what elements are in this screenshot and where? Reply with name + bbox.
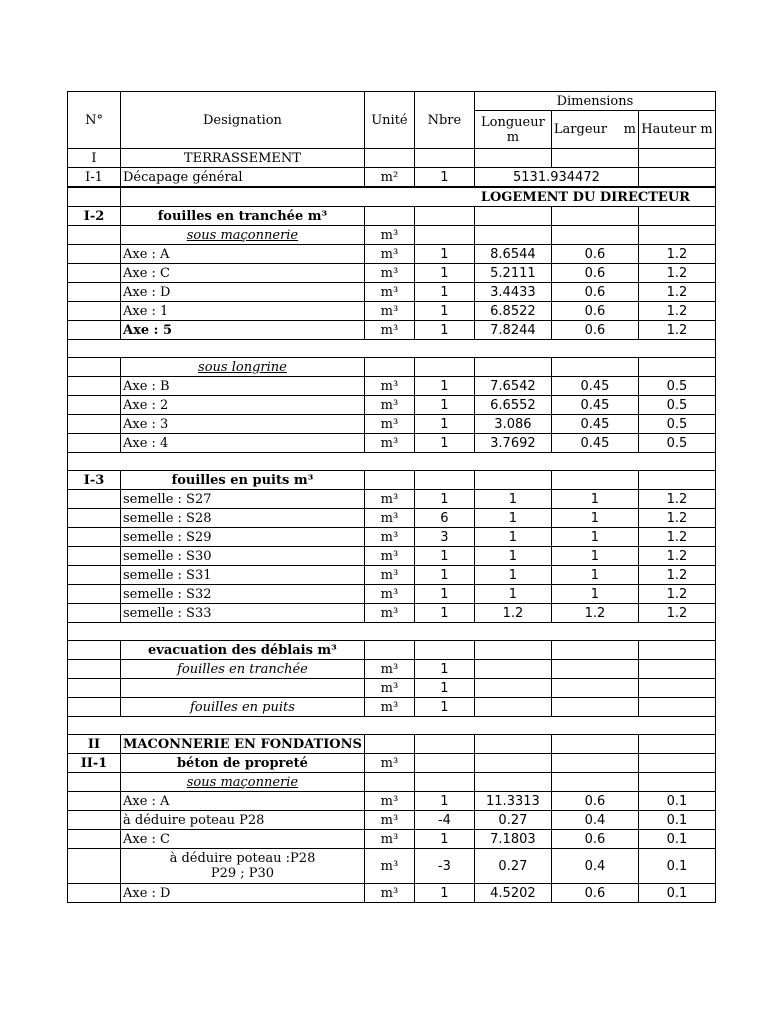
table-row	[68, 207, 716, 226]
table-row	[68, 566, 716, 585]
item-designation: fouilles en puits	[121, 698, 365, 717]
height-cell: 0.5	[638, 434, 715, 453]
length-cell: 1	[474, 566, 551, 585]
length-cell	[474, 471, 551, 490]
subsection-label: sous maçonnerie	[186, 774, 299, 790]
width-cell	[551, 641, 638, 660]
height-cell	[638, 698, 715, 717]
item-designation: TERRASSEMENT	[121, 149, 365, 168]
table-row	[68, 321, 716, 340]
table-row	[68, 471, 716, 490]
length-cell: 1	[474, 490, 551, 509]
length-cell: 3.7692	[474, 434, 551, 453]
width-cell	[551, 773, 638, 792]
table-row	[68, 754, 716, 773]
table-row	[68, 792, 716, 811]
count-cell: 1	[414, 264, 474, 283]
height-cell: 1.2	[638, 528, 715, 547]
unit-cell: m³	[364, 566, 414, 585]
width-cell	[551, 698, 638, 717]
header-no: N°	[68, 92, 121, 149]
item-designation: fouilles en tranchée	[121, 660, 365, 679]
count-cell	[414, 641, 474, 660]
count-cell: 1	[414, 547, 474, 566]
unit-cell: m³	[364, 415, 414, 434]
height-cell	[638, 207, 715, 226]
width-cell	[551, 735, 638, 754]
table-row	[68, 415, 716, 434]
item-number	[68, 321, 121, 340]
item-number	[68, 566, 121, 585]
item-number	[68, 547, 121, 566]
length-cell	[474, 773, 551, 792]
empty-cell	[364, 149, 414, 168]
width-cell	[551, 471, 638, 490]
length-cell: 7.6542	[474, 377, 551, 396]
unit-cell: m³	[364, 585, 414, 604]
width-cell: 0.4	[551, 849, 638, 884]
length-cell: 4.5202	[474, 884, 551, 903]
item-number: II-1	[68, 754, 121, 773]
count-cell: 1	[414, 377, 474, 396]
height-cell	[638, 679, 715, 698]
unit-cell: m³	[364, 377, 414, 396]
unit-cell: m³	[364, 283, 414, 302]
item-number	[68, 604, 121, 623]
item-number	[68, 679, 121, 698]
unit-cell: m³	[364, 754, 414, 773]
length-cell: 3.4433	[474, 283, 551, 302]
count-cell: 1	[414, 792, 474, 811]
header-dimensions: Dimensions	[474, 92, 715, 111]
width-cell: 0.6	[551, 264, 638, 283]
count-cell	[414, 226, 474, 245]
width-cell	[551, 679, 638, 698]
unit-cell: m³	[364, 547, 414, 566]
section-banner-row	[68, 187, 716, 207]
width-cell	[551, 660, 638, 679]
item-number	[68, 434, 121, 453]
item-designation: Axe : 5	[121, 321, 365, 340]
item-designation: Axe : 2	[121, 396, 365, 415]
item-designation: semelle : S32	[121, 585, 365, 604]
spacer-cell	[68, 623, 716, 641]
count-cell: 1	[414, 321, 474, 340]
empty-cell	[638, 149, 715, 168]
width-cell: 1	[551, 566, 638, 585]
spacer-cell	[68, 453, 716, 471]
table-row	[68, 377, 716, 396]
unit-cell: m³	[364, 849, 414, 884]
height-cell	[638, 168, 715, 188]
height-cell: 1.2	[638, 321, 715, 340]
item-designation: Axe : A	[121, 245, 365, 264]
item-designation: Axe : D	[121, 283, 365, 302]
unit-cell	[364, 207, 414, 226]
length-cell: 3.086	[474, 415, 551, 434]
width-cell	[551, 754, 638, 773]
width-cell: 0.4	[551, 811, 638, 830]
table-row	[68, 849, 716, 884]
item-number	[68, 641, 121, 660]
length-cell: 1	[474, 585, 551, 604]
unit-cell: m³	[364, 604, 414, 623]
count-cell: 1	[414, 490, 474, 509]
item-designation	[121, 773, 365, 792]
height-cell: 0.1	[638, 792, 715, 811]
length-cell: 1.2	[474, 604, 551, 623]
spacer-row	[68, 623, 716, 641]
length-cell: 7.8244	[474, 321, 551, 340]
unit-cell	[364, 471, 414, 490]
item-number	[68, 264, 121, 283]
height-cell: 0.1	[638, 811, 715, 830]
unit-cell: m²	[364, 168, 414, 188]
width-cell: 0.6	[551, 321, 638, 340]
item-designation: fouilles en puits m³	[121, 471, 365, 490]
length-cell: 6.8522	[474, 302, 551, 321]
count-cell: 1	[414, 604, 474, 623]
length-cell: 7.1803	[474, 830, 551, 849]
item-designation: Axe : D	[121, 884, 365, 903]
height-cell	[638, 735, 715, 754]
item-designation: evacuation des déblais m³	[121, 641, 365, 660]
item-designation: Axe : C	[121, 264, 365, 283]
item-designation	[121, 358, 365, 377]
height-cell: 1.2	[638, 585, 715, 604]
item-number	[68, 283, 121, 302]
count-cell	[414, 471, 474, 490]
count-cell: 1	[414, 415, 474, 434]
item-designation	[121, 226, 365, 245]
length-cell: 0.27	[474, 849, 551, 884]
length-cell: 1	[474, 509, 551, 528]
length-cell	[474, 735, 551, 754]
length-cell: 11.3313	[474, 792, 551, 811]
item-designation: semelle : S29	[121, 528, 365, 547]
length-cell	[474, 679, 551, 698]
width-cell: 0.6	[551, 830, 638, 849]
height-cell: 1.2	[638, 245, 715, 264]
table-row	[68, 283, 716, 302]
count-cell: 1	[414, 698, 474, 717]
item-designation: à déduire poteau :P28 P29 ; P30	[121, 849, 365, 884]
spacer-row	[68, 717, 716, 735]
item-designation: semelle : S28	[121, 509, 365, 528]
spacer-cell	[68, 340, 716, 358]
item-number	[68, 585, 121, 604]
spacer-cell	[68, 717, 716, 735]
empty-cell	[551, 149, 638, 168]
unit-cell: m³	[364, 490, 414, 509]
height-cell	[638, 754, 715, 773]
length-cell: 8.6544	[474, 245, 551, 264]
count-cell	[414, 773, 474, 792]
width-cell: 0.45	[551, 377, 638, 396]
unit-cell: m³	[364, 698, 414, 717]
item-number	[68, 396, 121, 415]
header-row-1	[68, 92, 716, 111]
item-number	[68, 358, 121, 377]
count-cell: 1	[414, 660, 474, 679]
unit-cell	[364, 358, 414, 377]
unit-cell: m³	[364, 226, 414, 245]
height-cell: 0.5	[638, 415, 715, 434]
height-cell	[638, 641, 715, 660]
unit-cell: m³	[364, 434, 414, 453]
item-designation: Axe : A	[121, 792, 365, 811]
count-cell: 1	[414, 585, 474, 604]
unit-cell: m³	[364, 509, 414, 528]
item-designation: semelle : S31	[121, 566, 365, 585]
item-designation: Axe : C	[121, 830, 365, 849]
count-cell: 1	[414, 884, 474, 903]
table-row	[68, 245, 716, 264]
item-designation: béton de propreté	[121, 754, 365, 773]
header-longueur: Longueur m	[474, 111, 551, 149]
unit-cell: m³	[364, 396, 414, 415]
spacer-row	[68, 340, 716, 358]
count-cell: 1	[414, 283, 474, 302]
width-cell	[551, 207, 638, 226]
height-cell: 1.2	[638, 490, 715, 509]
count-cell	[414, 735, 474, 754]
item-number	[68, 811, 121, 830]
table-row	[68, 830, 716, 849]
item-number	[68, 849, 121, 884]
height-cell	[638, 358, 715, 377]
length-cell: 1	[474, 528, 551, 547]
length-cell	[474, 226, 551, 245]
unit-cell	[364, 735, 414, 754]
table-row	[68, 585, 716, 604]
item-designation: MACONNERIE EN FONDATIONS	[121, 735, 365, 754]
unit-cell: m³	[364, 679, 414, 698]
length-cell: 5131.934472	[474, 168, 638, 188]
table-row	[68, 528, 716, 547]
count-cell: 3	[414, 528, 474, 547]
unit-cell	[364, 641, 414, 660]
table-row	[68, 302, 716, 321]
item-number	[68, 377, 121, 396]
item-number	[68, 884, 121, 903]
unit-cell	[364, 773, 414, 792]
count-cell: 1	[414, 245, 474, 264]
length-cell	[474, 641, 551, 660]
item-designation: Axe : 4	[121, 434, 365, 453]
height-cell: 0.1	[638, 830, 715, 849]
header-nbre: Nbre	[414, 92, 474, 149]
count-cell: 1	[414, 168, 474, 188]
height-cell: 0.5	[638, 377, 715, 396]
item-number	[68, 245, 121, 264]
count-cell: -4	[414, 811, 474, 830]
length-cell	[474, 660, 551, 679]
item-number	[68, 830, 121, 849]
empty-cell	[414, 149, 474, 168]
width-cell	[551, 358, 638, 377]
item-designation	[121, 679, 365, 698]
height-cell	[638, 471, 715, 490]
count-cell: 1	[414, 566, 474, 585]
item-number	[68, 660, 121, 679]
unit-cell: m³	[364, 528, 414, 547]
table-row	[68, 434, 716, 453]
table-row	[68, 509, 716, 528]
item-number	[68, 528, 121, 547]
banner-title: LOGEMENT DU DIRECTEUR	[121, 187, 716, 207]
unit-cell: m³	[364, 321, 414, 340]
header-largeur: Largeur m	[551, 111, 638, 149]
length-cell: 6.6552	[474, 396, 551, 415]
table-row	[68, 604, 716, 623]
unit-cell: m³	[364, 811, 414, 830]
item-number	[68, 792, 121, 811]
count-cell: 6	[414, 509, 474, 528]
header-hauteur: Hauteur m	[638, 111, 715, 149]
metre-table	[67, 91, 716, 903]
height-cell: 0.5	[638, 396, 715, 415]
count-cell: 1	[414, 830, 474, 849]
width-cell: 0.45	[551, 396, 638, 415]
table-row	[68, 168, 716, 188]
item-designation: à déduire poteau P28	[121, 811, 365, 830]
count-cell: -3	[414, 849, 474, 884]
height-cell	[638, 773, 715, 792]
item-designation: fouilles en tranchée m³	[121, 207, 365, 226]
count-cell	[414, 754, 474, 773]
table-row	[68, 679, 716, 698]
width-cell: 1	[551, 509, 638, 528]
width-cell: 1	[551, 490, 638, 509]
width-cell: 1.2	[551, 604, 638, 623]
item-designation: semelle : S30	[121, 547, 365, 566]
table-row	[68, 698, 716, 717]
item-designation: Axe : B	[121, 377, 365, 396]
height-cell: 1.2	[638, 566, 715, 585]
unit-cell: m³	[364, 884, 414, 903]
height-cell: 1.2	[638, 302, 715, 321]
width-cell: 0.6	[551, 245, 638, 264]
item-number	[68, 698, 121, 717]
height-cell	[638, 660, 715, 679]
count-cell	[414, 358, 474, 377]
height-cell: 1.2	[638, 509, 715, 528]
length-cell: 5.2111	[474, 264, 551, 283]
unit-cell: m³	[364, 792, 414, 811]
item-number	[68, 773, 121, 792]
height-cell: 1.2	[638, 283, 715, 302]
table-row	[68, 884, 716, 903]
width-cell: 0.6	[551, 283, 638, 302]
width-cell	[551, 226, 638, 245]
width-cell: 0.6	[551, 302, 638, 321]
table-row	[68, 773, 716, 792]
spacer-row	[68, 453, 716, 471]
width-cell: 0.45	[551, 434, 638, 453]
item-number: I	[68, 149, 121, 168]
item-number	[68, 226, 121, 245]
table-row	[68, 660, 716, 679]
length-cell	[474, 698, 551, 717]
unit-cell: m³	[364, 660, 414, 679]
count-cell: 1	[414, 679, 474, 698]
table-row	[68, 226, 716, 245]
item-number	[68, 509, 121, 528]
table-row	[68, 490, 716, 509]
height-cell: 1.2	[638, 604, 715, 623]
item-designation: Axe : 3	[121, 415, 365, 434]
width-cell: 0.6	[551, 884, 638, 903]
length-cell	[474, 207, 551, 226]
item-number	[68, 302, 121, 321]
item-number: I-1	[68, 168, 121, 188]
table-row	[68, 735, 716, 754]
unit-cell: m³	[364, 264, 414, 283]
header-designation: Designation	[121, 92, 365, 149]
length-cell: 0.27	[474, 811, 551, 830]
header-unite: Unité	[364, 92, 414, 149]
item-designation: Décapage général	[121, 168, 365, 188]
table-row	[68, 358, 716, 377]
table-row	[68, 264, 716, 283]
unit-cell: m³	[364, 245, 414, 264]
length-cell	[474, 754, 551, 773]
item-number	[68, 415, 121, 434]
width-cell: 0.45	[551, 415, 638, 434]
table-row	[68, 811, 716, 830]
length-cell	[474, 358, 551, 377]
item-designation: semelle : S33	[121, 604, 365, 623]
table-row	[68, 547, 716, 566]
table-row	[68, 641, 716, 660]
table-row	[68, 396, 716, 415]
width-cell: 1	[551, 528, 638, 547]
section-row	[68, 149, 716, 168]
item-number: II	[68, 735, 121, 754]
unit-cell: m³	[364, 830, 414, 849]
height-cell	[638, 226, 715, 245]
unit-cell: m³	[364, 302, 414, 321]
width-cell: 1	[551, 585, 638, 604]
count-cell	[414, 207, 474, 226]
subsection-label: sous longrine	[198, 359, 287, 375]
item-number	[68, 490, 121, 509]
count-cell: 1	[414, 434, 474, 453]
width-cell: 1	[551, 547, 638, 566]
height-cell: 0.1	[638, 849, 715, 884]
empty-cell	[474, 149, 551, 168]
count-cell: 1	[414, 396, 474, 415]
height-cell: 1.2	[638, 547, 715, 566]
subsection-label: sous maçonnerie	[186, 227, 299, 243]
item-designation: semelle : S27	[121, 490, 365, 509]
no-cell	[68, 187, 121, 207]
item-number: I-2	[68, 207, 121, 226]
height-cell: 1.2	[638, 264, 715, 283]
height-cell: 0.1	[638, 884, 715, 903]
count-cell: 1	[414, 302, 474, 321]
item-number: I-3	[68, 471, 121, 490]
width-cell: 0.6	[551, 792, 638, 811]
item-designation: Axe : 1	[121, 302, 365, 321]
length-cell: 1	[474, 547, 551, 566]
